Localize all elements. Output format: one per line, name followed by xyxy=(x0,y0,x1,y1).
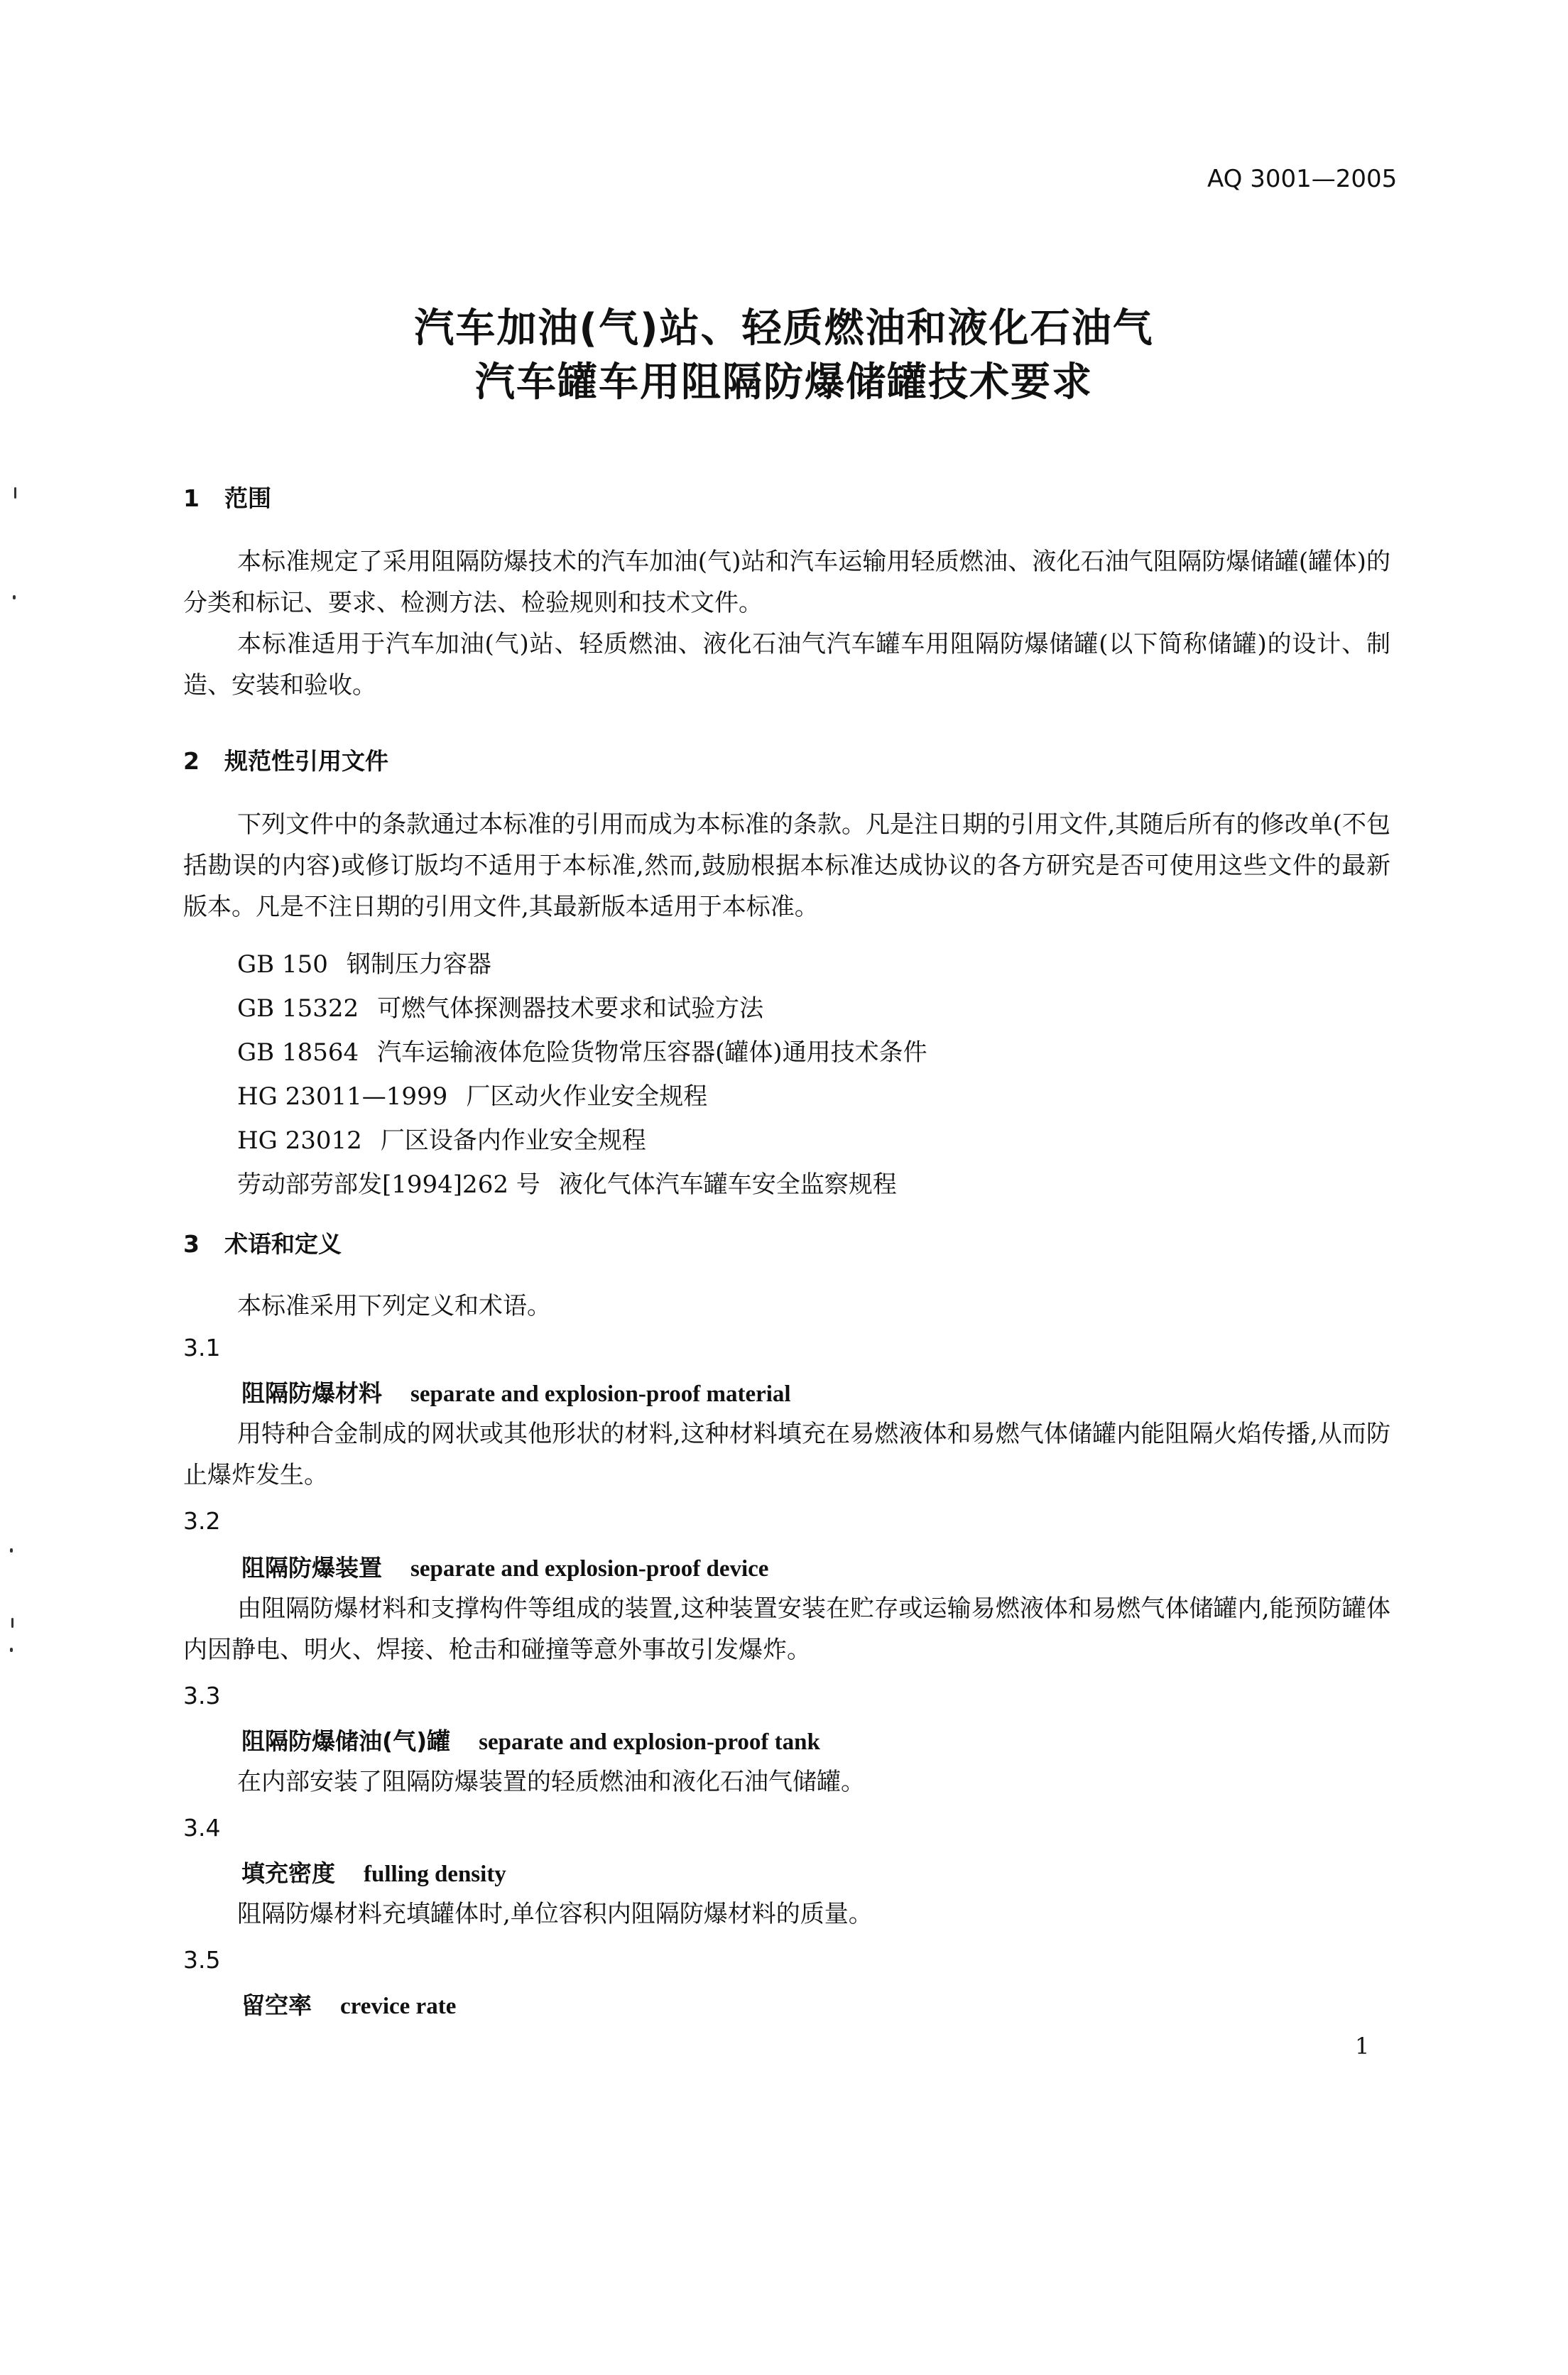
reference-title: 厂区动火作业安全规程 xyxy=(466,1082,708,1111)
term-chinese: 填充密度 xyxy=(241,1859,335,1887)
clause-number: 3.1 xyxy=(183,1334,221,1362)
reference-item xyxy=(237,945,491,979)
scan-artifact xyxy=(13,595,16,599)
term-heading xyxy=(241,1987,456,2021)
term-definition: 在内部安装了阻隔防爆装置的轻质燃油和液化石油气储罐。 xyxy=(237,1768,865,1796)
term-chinese: 留空率 xyxy=(241,1991,312,2019)
reference-title: 液化气体汽车罐车安全监察规程 xyxy=(558,1170,897,1199)
paragraph: 本标准适用于汽车加油(气)站、轻质燃油、液化石油气汽车罐车用阻隔防爆储罐(以下简称储罐)的设计、制造、安装和验收。 xyxy=(183,630,1390,700)
section-3-heading xyxy=(183,1226,342,1259)
paragraph: 下列文件中的条款通过本标准的引用而成为本标准的条款。凡是注日期的引用文件,其随后所有的修改单(不包括勘误的内容)或修订版均不适用于本标准,然而,鼓励根据本标准达成协议的各方研究是否可使用这些文件的最新版本。凡是不注日期的引用文件,其最新版本适用于本标准。 xyxy=(183,810,1390,921)
section-title: 范围 xyxy=(224,484,271,512)
section-2-heading xyxy=(183,743,388,776)
scan-artifact xyxy=(11,1618,13,1628)
paragraph: 本标准规定了采用阻隔防爆技术的汽车加油(气)站和汽车运输用轻质燃油、液化石油气阻隔防爆储罐(罐体)的分类和标记、要求、检测方法、检验规则和技术文件。 xyxy=(183,548,1390,617)
reference-code: GB 18564 xyxy=(237,1038,359,1067)
term-chinese: 阻隔防爆装置 xyxy=(241,1554,382,1582)
reference-title: 汽车运输液体危险货物常压容器(罐体)通用技术条件 xyxy=(377,1038,927,1067)
standard-code: AQ 3001—2005 xyxy=(1207,165,1398,193)
section-number: 1 xyxy=(183,484,200,512)
term-definition: 阻隔防爆材料充填罐体时,单位容积内阻隔防爆材料的质量。 xyxy=(237,1900,873,1928)
document-title-line-2: 汽车罐车用阻隔防爆储罐技术要求 xyxy=(475,359,1093,406)
reference-code: GB 150 xyxy=(237,950,328,979)
clause-number: 3.3 xyxy=(183,1682,221,1710)
term-heading xyxy=(241,1375,791,1408)
reference-title: 厂区设备内作业安全规程 xyxy=(380,1126,646,1155)
term-english: separate and explosion-proof device xyxy=(410,1556,769,1582)
document-title-line-1: 汽车加油(气)站、轻质燃油和液化石油气 xyxy=(414,305,1154,352)
reference-item xyxy=(237,989,763,1023)
term-heading xyxy=(241,1855,506,1888)
term-english: separate and explosion-proof tank xyxy=(479,1729,820,1755)
paragraph: 本标准采用下列定义和术语。 xyxy=(237,1292,551,1320)
scan-artifact xyxy=(10,1648,13,1652)
page-number: 1 xyxy=(1355,2033,1370,2060)
reference-code: HG 23012 xyxy=(237,1126,362,1155)
term-english: crevice rate xyxy=(340,1994,457,2019)
clause-number: 3.5 xyxy=(183,1946,221,1974)
term-definition: 用特种合金制成的网状或其他形状的材料,这种材料填充在易燃液体和易燃气体储罐内能阻隔火焰传播,从而防止爆炸发生。 xyxy=(183,1420,1390,1489)
reference-code: HG 23011—1999 xyxy=(237,1082,448,1111)
reference-item xyxy=(237,1033,927,1067)
term-chinese: 阻隔防爆储油(气)罐 xyxy=(241,1727,451,1755)
reference-title: 可燃气体探测器技术要求和试验方法 xyxy=(377,994,764,1023)
reference-code: GB 15322 xyxy=(237,994,359,1023)
term-chinese: 阻隔防爆材料 xyxy=(241,1379,382,1407)
section-title: 规范性引用文件 xyxy=(224,747,388,775)
term-definition: 由阻隔防爆材料和支撑构件等组成的装置,这种装置安装在贮存或运输易燃液体和易燃气体储罐内,能预防罐体内因静电、明火、焊接、枪击和碰撞等意外事故引发爆炸。 xyxy=(183,1594,1390,1664)
scan-artifact xyxy=(10,1548,13,1553)
reference-code: 劳动部劳部发[1994]262 号 xyxy=(237,1170,540,1199)
term-heading xyxy=(241,1550,768,1583)
reference-item xyxy=(237,1165,897,1200)
clause-number: 3.2 xyxy=(183,1507,221,1535)
section-title: 术语和定义 xyxy=(224,1230,342,1258)
section-number: 3 xyxy=(183,1230,200,1258)
clause-number: 3.4 xyxy=(183,1814,221,1842)
scan-artifact xyxy=(14,487,16,499)
reference-title: 钢制压力容器 xyxy=(346,950,491,979)
reference-item xyxy=(237,1077,707,1112)
term-heading xyxy=(241,1723,820,1756)
section-1-heading xyxy=(183,480,271,513)
term-english: fulling density xyxy=(364,1862,506,1887)
reference-item xyxy=(237,1121,646,1156)
term-english: separate and explosion-proof material xyxy=(410,1381,791,1407)
section-number: 2 xyxy=(183,747,200,775)
